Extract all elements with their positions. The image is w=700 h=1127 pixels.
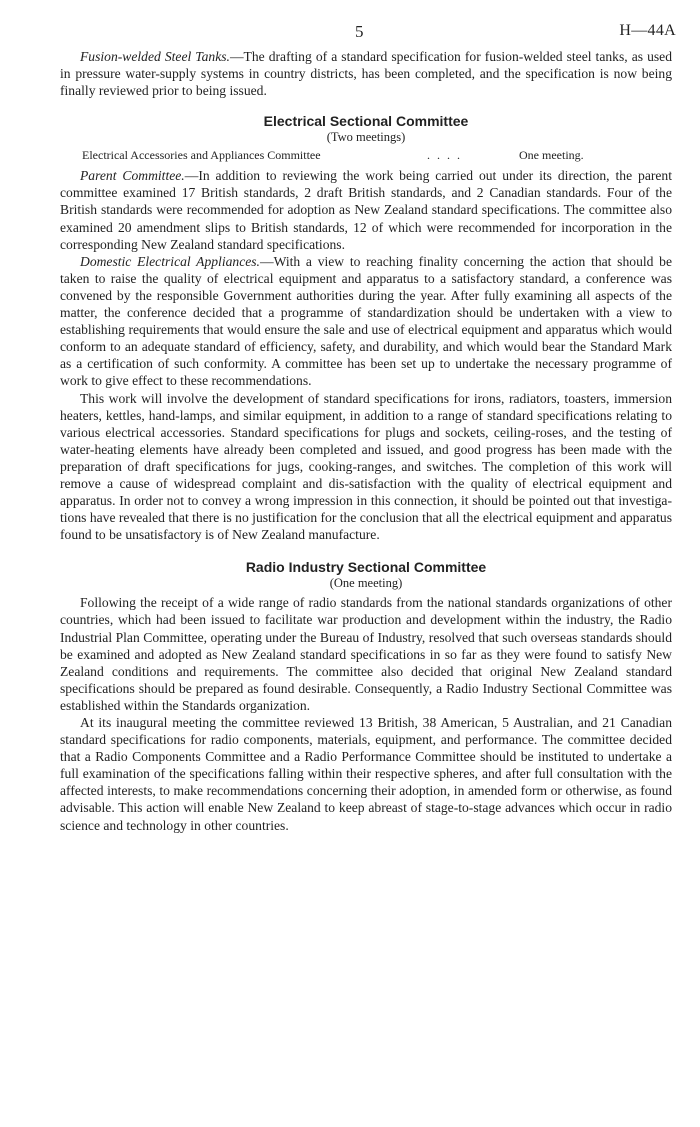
domestic-appliances-lead: Domestic Electrical Appliances. [80, 253, 260, 269]
electrical-meetings: (Two meetings) [326, 130, 406, 145]
page-number: 5 [355, 22, 364, 41]
radio-heading: Radio Industry Sectional Committee [245, 559, 487, 576]
electrical-heading: Electrical Sectional Committee [263, 113, 469, 130]
domestic-appliances-text: —With a view to reaching finality concerning the action that should be taken to raise the quality of electrical equipment and apparatus to a satisfactory standard, a conference was convened by the responsible Government authorities during the year. After fully examining all aspects of the matter, the conference decided that a programme of standardization should be undertaken with a view to establishing requirements that would ensure the sale and use of electrical equipment and apparatus which would conform to an adequate standard of efficiency, safety, and durability, and which would bear the Standard Mark as a certification of such conformity. A committee has been set up to undertake the necessary programme of work to give effect to these recommendations. [60, 253, 672, 389]
radio-paragraph-1: Following the receipt of a wide range of radio standards from the national standards organizations of other countries, which had been issued to facilitate war production and development within the industry, the Radio Industrial Plan Committee, operating under the Bureau of Industry, resolved that such overseas standards should be examined and adopted as New Zealand standard specifications in so far as they were found to satisfy New Zealand conditions and requirements. The committee also decided that original New Zealand standard specifications should be prepared as found desirable. Consequently, a Radio Industry Sectional Committee was established within the Standards organization. [60, 595, 672, 713]
parent-committee-text: —In addition to reviewing the work being carried out under its direction, the parent committee examined 17 British standards, 2 draft British standards, and 2 Canadian standards. Four of the British standards were recommended for adoption as New Zealand standard specifications. The committee also examined 20 amendment slips to British standards, 12 of which were recommended for incorporation in the corresponding New Zealand standard specifications. [60, 168, 672, 252]
intro-lead: Fusion-welded Steel Tanks. [80, 49, 230, 64]
parent-committee-lead: Parent Committee. [80, 168, 185, 184]
subcommittee-dots: . . . . [427, 148, 462, 163]
parent-committee-paragraph [60, 167, 672, 252]
subcommittee-name: Electrical Accessories and Appliances Committee [82, 148, 321, 163]
page-header [60, 22, 676, 48]
document-page [60, 22, 676, 834]
document-reference: H—44A [619, 22, 676, 39]
intro-paragraph [60, 48, 672, 99]
radio-meetings: (One meeting) [329, 576, 403, 591]
work-paragraph: This work will involve the development of standard specifications for irons, radiators, toasters, immersion heaters, kettles, hand-lamps, and similar equipment, in addition to a range of standard specifications relating to various electrical accessories. Standard specifications for plugs and sockets, ceiling-roses, and the testing of water-heating elements have already been completed and issued, and good progress has been made with the preparation of draft specifications for jugs, cooking-ranges, and switches. The completion of this work will remove a cause of widespread complaint and dis-satisfaction with the quality of electrical equipment and apparatus. In order not to convey a wrong impression in this connection, it should be pointed out that investiga-tions have revealed that there is no justification for the conclusion that all the electrical equipment and apparatus found to be unsatisfactory is of New Zealand manufacture. [60, 390, 672, 543]
subcommittee-meetings: One meeting. [519, 148, 584, 163]
domestic-appliances-paragraph [60, 253, 672, 390]
subcommittee-line [82, 148, 672, 163]
intro-text: —The drafting of a standard specification for fusion-welded steel tanks, as used in pressure water-supply systems in country districts, has been completed, and the specification is now being finally reviewed prior to being issued. [60, 49, 672, 99]
radio-paragraph-2: At its inaugural meeting the committee reviewed 13 British, 38 American, 5 Australian, and 21 Canadian standard specifications for radio components, materials, equipment, and performance. The committee decided that a Radio Components Committee and a Radio Performance Committee should be instituted to undertake a full examination of the specifications falling within their respective spheres, and after full consultation with the affected interests, to make recommendations concerning their adoption, in amended form or otherwise, as found advisable. This action will enable New Zealand to keep abreast of stage-to-stage advances which occur in radio science and technology in other countries. [60, 715, 672, 833]
